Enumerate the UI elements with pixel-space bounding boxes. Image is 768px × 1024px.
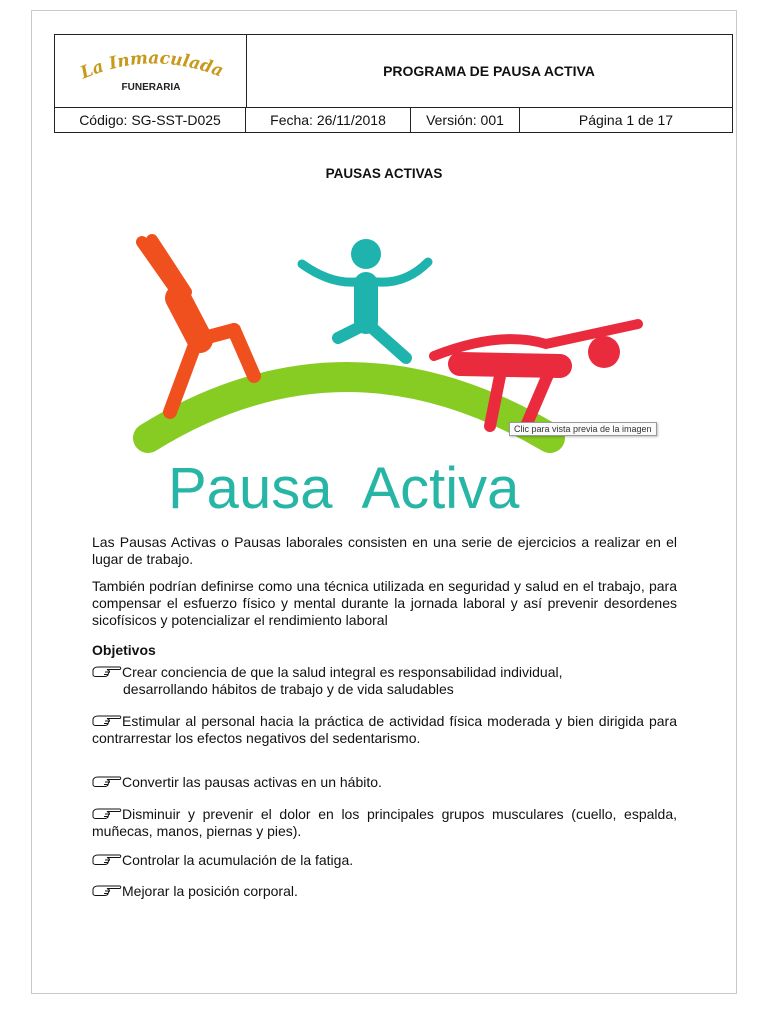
pointing-hand-icon bbox=[92, 774, 122, 788]
page-title: PAUSAS ACTIVAS bbox=[325, 166, 443, 181]
image-preview-tooltip[interactable]: Clic para vista previa de la imagen bbox=[509, 422, 657, 436]
document-program-title: PROGRAMA DE PAUSA ACTIVA bbox=[383, 63, 595, 79]
document-date: Fecha: 26/11/2018 bbox=[246, 108, 411, 132]
pointing-hand-icon bbox=[92, 806, 122, 820]
svg-text:Pausa Activa: Pausa Activa bbox=[168, 456, 520, 521]
document-code: Código: SG-SST-D025 bbox=[55, 108, 246, 132]
objective-item: Crear conciencia de que la salud integral es responsabilidad individual, desarrollando hábitos de trabajo y de vida saludables bbox=[92, 664, 677, 698]
intro-paragraph: Las Pausas Activas o Pausas laborales consisten en una serie de ejercicios a realizar en el lugar de trabajo. bbox=[92, 534, 677, 567]
objective-item: Disminuir y prevenir el dolor en los principales grupos musculares (cuello, espalda, muñecas, manos, piernas y pies). bbox=[92, 806, 677, 839]
definition-paragraph: También podrían definirse como una técnica utilizada en seguridad y salud en el trabajo, para compensar el esfuerzo físico y mental durante la jornada laboral y así prevenir desordenes sicofísicos y potencializar el rendimiento laboral bbox=[92, 578, 677, 628]
document-version: Versión: 001 bbox=[411, 108, 520, 132]
header-meta-row bbox=[55, 107, 732, 132]
logo-cell bbox=[55, 35, 247, 107]
objective-item: Estimular al personal hacia la práctica de actividad física moderada y bien dirigida para contrarrestar los efectos negativos del sedentarismo. bbox=[92, 713, 677, 746]
svg-text:La Inmaculada: La Inmaculada bbox=[77, 48, 226, 84]
pausa-activa-wordmark bbox=[160, 452, 580, 522]
company-logo bbox=[75, 47, 227, 95]
pointing-hand-icon bbox=[92, 664, 122, 678]
page-number: Página 1 de 17 bbox=[578, 112, 674, 128]
objective-item: Controlar la acumulación de la fatiga. bbox=[92, 852, 677, 869]
teal-figure-icon bbox=[302, 239, 428, 358]
objectives-heading: Objetivos bbox=[92, 642, 156, 658]
svg-text:FUNERARIA: FUNERARIA bbox=[121, 82, 181, 93]
document-header bbox=[54, 34, 733, 133]
objective-item: Mejorar la posición corporal. bbox=[92, 883, 677, 900]
objective-item: Convertir las pausas activas en un hábito. bbox=[92, 774, 677, 791]
pointing-hand-icon bbox=[92, 713, 122, 727]
pointing-hand-icon bbox=[92, 883, 122, 897]
pointing-hand-icon bbox=[92, 852, 122, 866]
